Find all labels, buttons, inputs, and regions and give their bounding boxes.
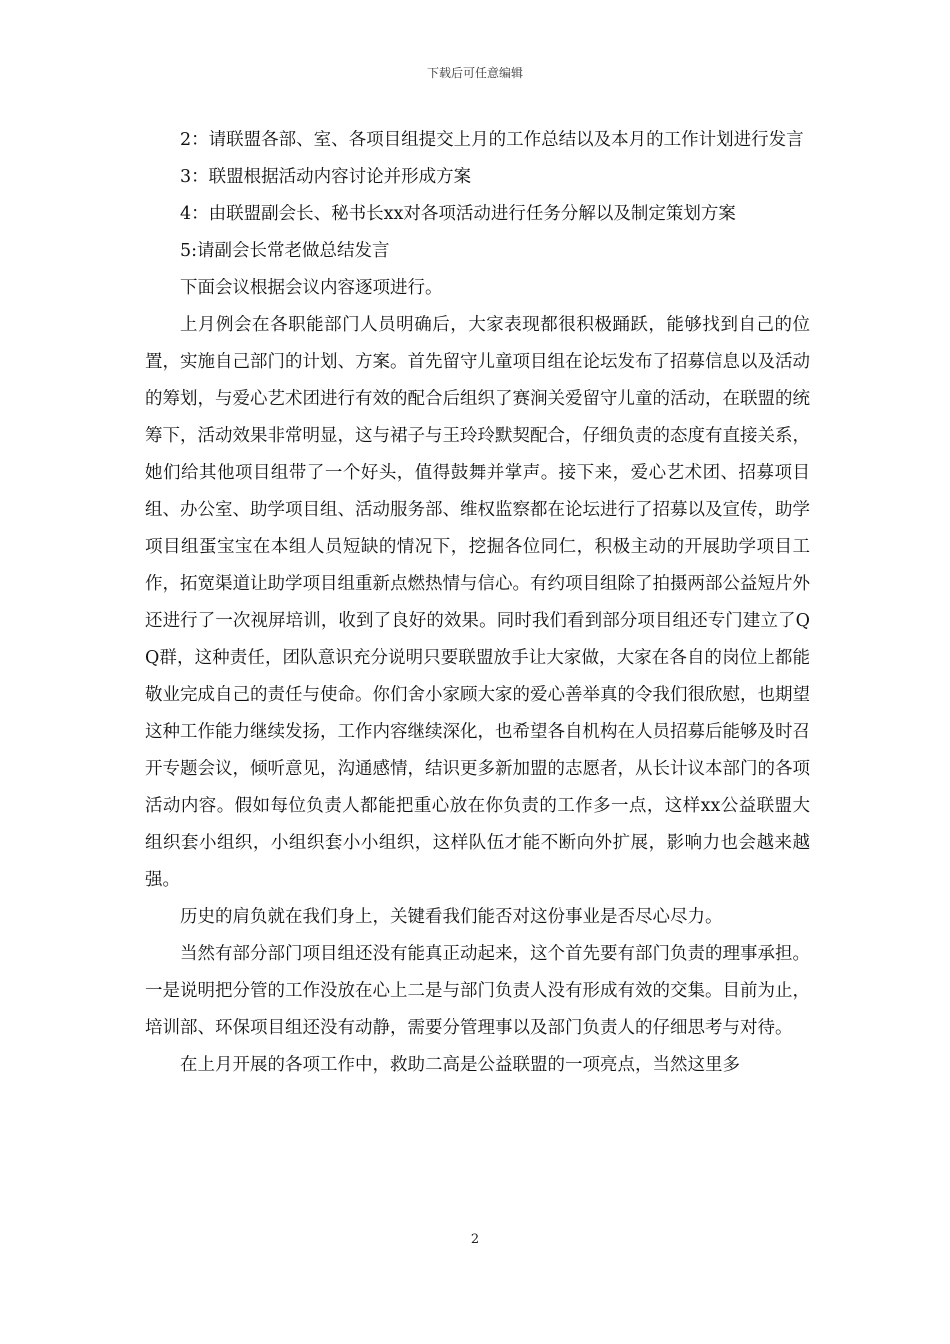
- page-header: 下载后可任意编辑: [426, 66, 523, 80]
- paragraph: 当然有部分部门项目组还没有能真正动起来，这个首先要有部门负责的理事承担。一是说明把分管的工作没放在心上二是与部门负责人没有形成有效的交集。目前为止，培训部、环保项目组还没有动静，需要分管理事以及部门负责人的仔细思考与对待。: [145, 944, 810, 1038]
- paragraph: 下面会议根据会议内容逐项进行。: [180, 278, 443, 298]
- paragraph: 4：由联盟副会长、秘书长xx对各项活动进行任务分解以及制定策划方案: [180, 204, 736, 224]
- paragraph: 上月例会在各职能部门人员明确后，大家表现都很积极踊跃，能够找到自己的位置，实施自己部门的计划、方案。首先留守儿童项目组在论坛发布了招募信息以及活动的筹划，与爱心艺术团进行有效的配合后组织了赛涧关爱留守儿童的活动，在联盟的统筹下，活动效果非常明显，这与裙子与王玲玲默契配合，仔细负责的态度有直接关系，她们给其他项目组带了一个好头，值得鼓舞并掌声。接下来，爱心艺术团、招募项目组、办公室、助学项目组、活动服务部、维权监察都在论坛进行了招募以及宣传，助学项目组蛋宝宝在本组人员短缺的情况下，挖掘各位同仁，积极主动的开展助学项目工作，拓宽渠道让助学项目组重新点燃热情与信心。有约项目组除了拍摄两部公益短片外还进行了一次视屏培训，收到了良好的效果。同时我们看到部分项目组还专门建立了QQ群，这种责任，团队意识充分说明只要联盟放手让大家做，大家在各自的岗位上都能敬业完成自己的责任与使命。你们舍小家顾大家的爱心善举真的令我们很欣慰，也期望这种工作能力继续发扬，工作内容继续深化，也希望各自机构在人员招募后能够及时召开专题会议，倾听意见，沟通感情，结识更多新加盟的志愿者，从长计议本部门的各项活动内容。假如每位负责人都能把重心放在你负责的工作多一点，这样xx公益联盟大组织套小组织，小组织套小小组织，这样队伍才能不断向外扩展，影响力也会越来越强。: [145, 315, 810, 890]
- document-body: [145, 122, 810, 1084]
- paragraph: 2：请联盟各部、室、各项目组提交上月的工作总结以及本月的工作计划进行发言: [180, 130, 804, 150]
- paragraph: 在上月开展的各项工作中，救助二高是公益联盟的一项亮点，当然这里多: [180, 1055, 740, 1075]
- paragraph: 历史的肩负就在我们身上，关键看我们能否对这份事业是否尽心尽力。: [180, 907, 723, 927]
- page-number: 2: [470, 1232, 480, 1247]
- paragraph: 5:请副会长常老做总结发言: [180, 241, 390, 261]
- paragraph: 3：联盟根据活动内容讨论并形成方案: [180, 167, 472, 187]
